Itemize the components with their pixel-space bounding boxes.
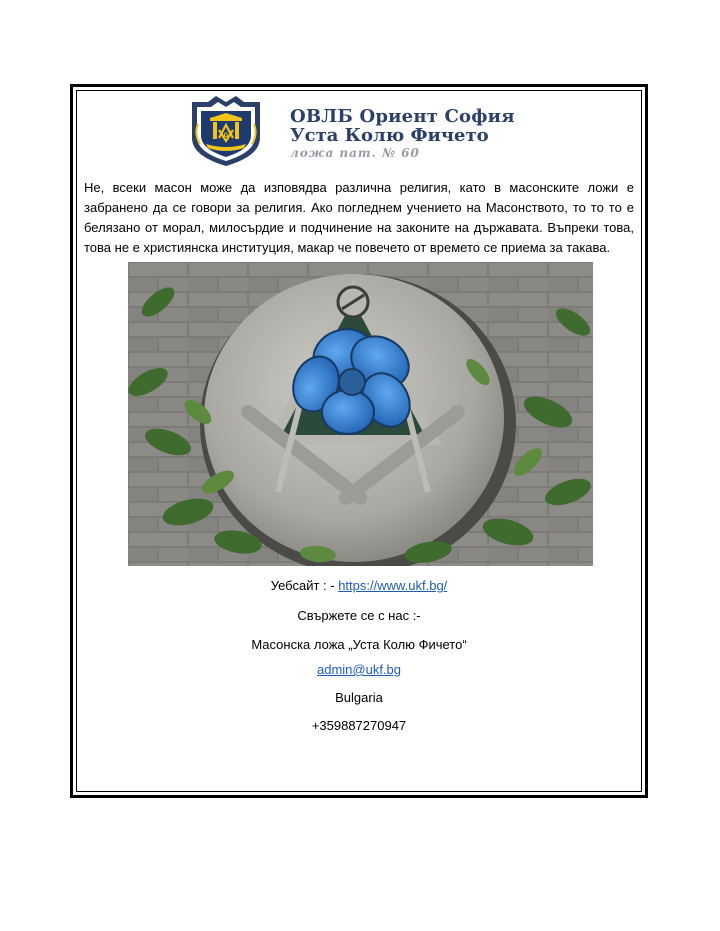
email-line bbox=[76, 662, 642, 678]
lodge-number: ложа пат. № 60 bbox=[290, 146, 420, 160]
website-link[interactable]: https://www.ukf.bg/ bbox=[338, 578, 448, 593]
intro-paragraph: Не, всеки масон може да изповядва различна религия, като в масонските ложи е забранено да се говори за религия. Ако погледнем учението на Масонството, то то то е белязано от морал, милосърдие и подчинение на законите на държавата. Въпреки това, това не е християнска институция, макар че повечето от времето се приема за такава. bbox=[84, 180, 634, 255]
country: Bulgaria bbox=[335, 690, 383, 705]
lodge-name: Уста Колю Фичето bbox=[290, 125, 489, 146]
org-name: ОВЛБ Ориент София bbox=[290, 106, 515, 127]
contact-us-label: Свържете се с нас :- bbox=[297, 608, 421, 623]
website-label: Уебсайт : - bbox=[270, 578, 339, 593]
header bbox=[186, 94, 546, 168]
lodge-full-name: Масонска ложа „Уста Колю Фичето“ bbox=[251, 637, 467, 652]
website-line bbox=[76, 578, 642, 594]
masonic-square-compass-forget-me-not-icon bbox=[128, 262, 593, 566]
email-link[interactable]: admin@ukf.bg bbox=[316, 662, 402, 677]
phone-number: +359887270947 bbox=[311, 718, 407, 733]
masonic-lodge-crest-icon bbox=[186, 94, 266, 168]
svg-text:G: G bbox=[223, 132, 229, 139]
